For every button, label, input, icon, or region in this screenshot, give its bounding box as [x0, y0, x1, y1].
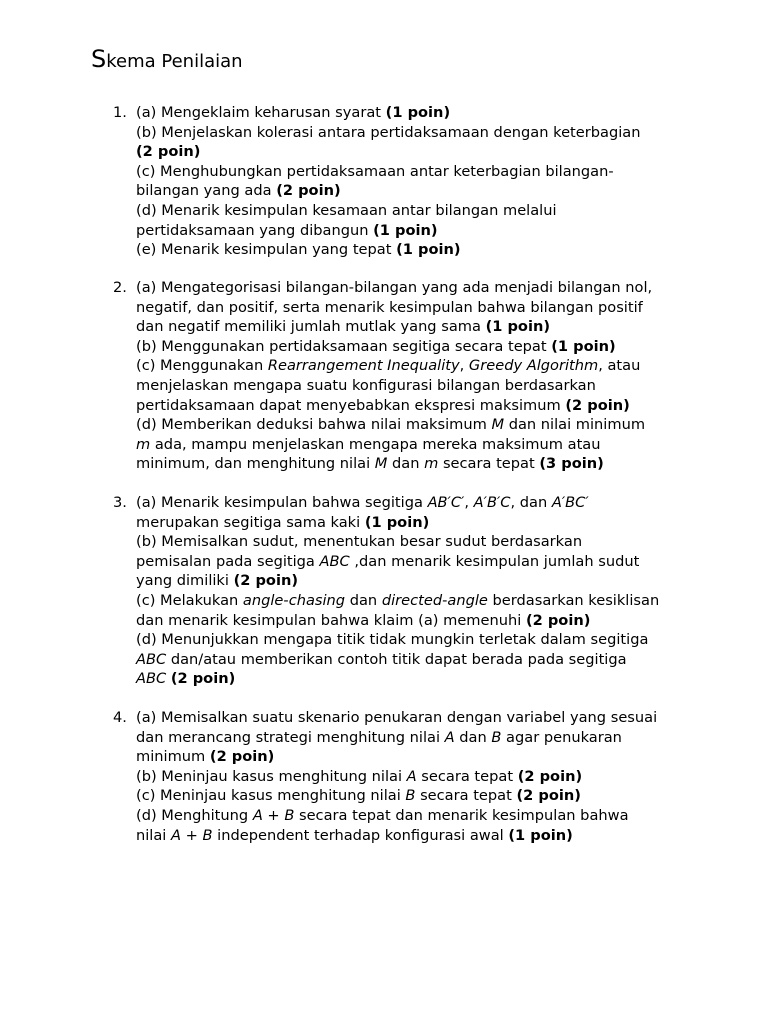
title-first-letter: S: [91, 45, 107, 73]
line-text: dan: [345, 591, 382, 609]
line-text: , atau: [598, 357, 641, 375]
math-term: A: [444, 728, 455, 746]
criterion-line: [136, 123, 693, 143]
math-term: angle: [447, 591, 488, 609]
criterion-line: [136, 415, 693, 435]
line-text: (b) Meninjau kasus menghitung nilai: [136, 767, 407, 785]
criterion-line: [136, 221, 693, 241]
item-number: 1.: [113, 104, 127, 121]
points-label: (1 poin): [385, 104, 451, 121]
line-text: agar penukaran: [501, 728, 622, 746]
scheme-item-2: [113, 278, 693, 474]
points-label: (2 poin): [170, 670, 236, 688]
criterion-line: [136, 181, 693, 201]
math-term: Greedy Algorithm: [468, 357, 599, 375]
criterion-line: [136, 103, 693, 123]
points-label: (2 poin): [136, 143, 201, 161]
line-text: dan negatif memiliki jumlah mutlak yang sama: [136, 318, 486, 336]
points-label: (2 poin): [276, 182, 341, 200]
line-text: secara tepat: [438, 455, 540, 473]
line-text: (e) Menarik kesimpulan yang tepat: [136, 241, 397, 259]
criterion-line: [136, 552, 693, 572]
line-text: pertidaksamaan yang dibangun: [136, 221, 374, 239]
criterion-line: [136, 532, 693, 552]
line-text: dan nilai minimum: [504, 416, 646, 434]
criterion-line: [136, 337, 693, 357]
line-text: (a) Mengategorisasi bilangan-bilangan yang ada menjadi bilangan nol,: [136, 279, 653, 296]
item-number: 3.: [113, 494, 127, 511]
line-text: negatif, dan positif, serta menarik kesimpulan bahwa bilangan positif: [136, 298, 643, 316]
page-title: [91, 45, 243, 76]
line-text: (d) Memberikan deduksi bahwa nilai maksimum: [136, 416, 492, 434]
criterion-line: [136, 493, 693, 513]
line-text: merupakan segitiga sama kaki: [136, 513, 365, 531]
math-term: angle: [242, 591, 284, 609]
line-text: , dan: [510, 494, 552, 511]
points-label: (1 poin): [373, 221, 438, 239]
criterion-line: [136, 728, 693, 748]
points-label: (2 poin): [209, 748, 275, 766]
line-text: (c) Menghubungkan pertidaksamaan antar keterbagian bilangan-: [136, 162, 614, 180]
line-text: pemisalan pada segitiga: [136, 552, 320, 570]
criterion-line: [136, 747, 693, 767]
item-number: 4.: [113, 709, 127, 726]
math-term: AB′C′: [427, 494, 465, 511]
math-term: M: [374, 455, 388, 473]
math-term: M: [491, 416, 505, 434]
math-term: A′B′C: [473, 494, 511, 511]
math-term: A: [252, 806, 263, 824]
math-term: Rearrangement Inequality: [267, 357, 460, 375]
math-term: directed: [381, 591, 443, 609]
math-term: ABC: [319, 552, 350, 570]
points-label: (1 poin): [364, 513, 430, 531]
math-term: B: [405, 787, 416, 805]
points-label: (2 poin): [525, 611, 591, 629]
criterion-line: [136, 767, 693, 787]
points-label: (1 poin): [508, 826, 573, 844]
math-term: B: [284, 806, 295, 824]
criterion-line: [136, 201, 693, 221]
criterion-line: [136, 708, 693, 728]
line-text: +: [262, 806, 285, 824]
math-term: m: [136, 435, 151, 453]
criterion-line: [136, 435, 693, 455]
criterion-line: [136, 650, 693, 670]
points-label: (2 poin): [516, 787, 581, 805]
line-text: berdasarkan kesiklisan: [487, 591, 660, 609]
line-text: (b) Memisalkan sudut, menentukan besar sudut berdasarkan: [136, 533, 583, 551]
math-term: chasing: [288, 591, 346, 609]
line-text: ada, mampu menjelaskan mengapa mereka maksimum atau: [150, 435, 601, 453]
line-text: ,: [459, 357, 469, 375]
line-text: (c) Melakukan: [136, 591, 243, 609]
criterion-line: [136, 240, 693, 260]
line-text: secara tepat: [415, 787, 517, 805]
line-text: nilai: [136, 826, 171, 844]
criterion-line: [136, 317, 693, 337]
line-text: bilangan yang ada: [136, 182, 277, 200]
scheme-item-3: [113, 493, 693, 689]
line-text: (c) Menggunakan: [136, 357, 268, 375]
math-term: A: [171, 826, 181, 844]
scheme-item-4: [113, 708, 693, 845]
scheme-item-1: [113, 103, 693, 260]
criterion-line: [136, 396, 693, 416]
line-text: (c) Meninjau kasus menghitung nilai: [136, 787, 406, 805]
math-term: m: [424, 455, 439, 473]
item-lines: [136, 708, 693, 845]
criterion-line: [136, 298, 693, 318]
line-text: minimum: [136, 748, 210, 766]
criterion-line: [136, 630, 693, 650]
line-text: (a) Menarik kesimpulan bahwa segitiga: [136, 494, 428, 511]
points-label: (2 poin): [233, 572, 299, 590]
criterion-line: [136, 356, 693, 376]
line-text: menjelaskan mengapa suatu konfigurasi bilangan berdasarkan: [136, 376, 596, 394]
line-text: pertidaksamaan dapat menyebabkan ekspresi maksimum: [136, 396, 566, 414]
line-text: +: [180, 826, 203, 844]
points-label: (2 poin): [565, 396, 630, 414]
line-text: ,: [464, 494, 474, 511]
criterion-line: [136, 278, 693, 298]
math-term: ABC: [136, 650, 167, 668]
criterion-line: [136, 826, 693, 846]
points-label: (3 poin): [539, 455, 604, 473]
item-number: 2.: [113, 279, 127, 296]
line-text: (d) Menarik kesimpulan kesamaan antar bilangan melalui: [136, 201, 557, 219]
line-text: (a) Memisalkan suatu skenario penukaran dengan variabel yang sesuai: [136, 709, 658, 726]
line-text: -: [442, 591, 448, 609]
criterion-line: [136, 591, 693, 611]
line-text: secara tepat dan menarik kesimpulan bahwa: [294, 806, 629, 824]
criterion-line: [136, 513, 693, 533]
math-term: ABC: [136, 670, 167, 688]
title-rest: kema Penilaian: [106, 51, 243, 72]
line-text: dan: [387, 455, 425, 473]
math-term: B: [202, 826, 213, 844]
points-label: (1 poin): [485, 318, 551, 336]
line-text: independent terhadap konfigurasi awal: [212, 826, 509, 844]
line-text: dan: [454, 728, 492, 746]
math-term: B: [491, 728, 502, 746]
line-text: (d) Menghitung: [136, 806, 253, 824]
line-text: (d) Menunjukkan mengapa titik tidak mungkin terletak dalam segitiga: [136, 631, 649, 649]
points-label: (2 poin): [517, 767, 583, 785]
criterion-line: [136, 611, 693, 631]
points-label: (1 poin): [396, 241, 461, 259]
line-text: secara tepat: [416, 767, 518, 785]
line-text: dan menarik kesimpulan bahwa klaim (a) memenuhi: [136, 611, 526, 629]
math-term: A′BC′: [551, 494, 589, 511]
line-text: (b) Menjelaskan kolerasi antara pertidaksamaan dengan keterbagian: [136, 123, 641, 141]
points-label: (1 poin): [551, 337, 616, 355]
line-text: ,dan menarik kesimpulan jumlah sudut: [349, 552, 640, 570]
criterion-line: [136, 806, 693, 826]
line-text: dan merancang strategi menghitung nilai: [136, 728, 445, 746]
item-lines: [136, 103, 693, 260]
criterion-line: [136, 376, 693, 396]
item-lines: [136, 278, 693, 474]
math-term: A: [406, 767, 417, 785]
line-text: -: [283, 591, 289, 609]
line-text: dan/atau memberikan contoh titik dapat berada pada segitiga: [166, 650, 627, 668]
line-text: (a) Mengeklaim keharusan syarat: [136, 104, 386, 121]
line-text: yang dimiliki: [136, 572, 234, 590]
item-lines: [136, 493, 693, 689]
criterion-line: [136, 669, 693, 689]
line-text: minimum, dan menghitung nilai: [136, 455, 375, 473]
criterion-line: [136, 454, 693, 474]
criterion-line: [136, 786, 693, 806]
criterion-line: [136, 142, 693, 162]
criterion-line: [136, 162, 693, 182]
criterion-line: [136, 571, 693, 591]
line-text: (b) Menggunakan pertidaksamaan segitiga secara tepat: [136, 337, 552, 355]
